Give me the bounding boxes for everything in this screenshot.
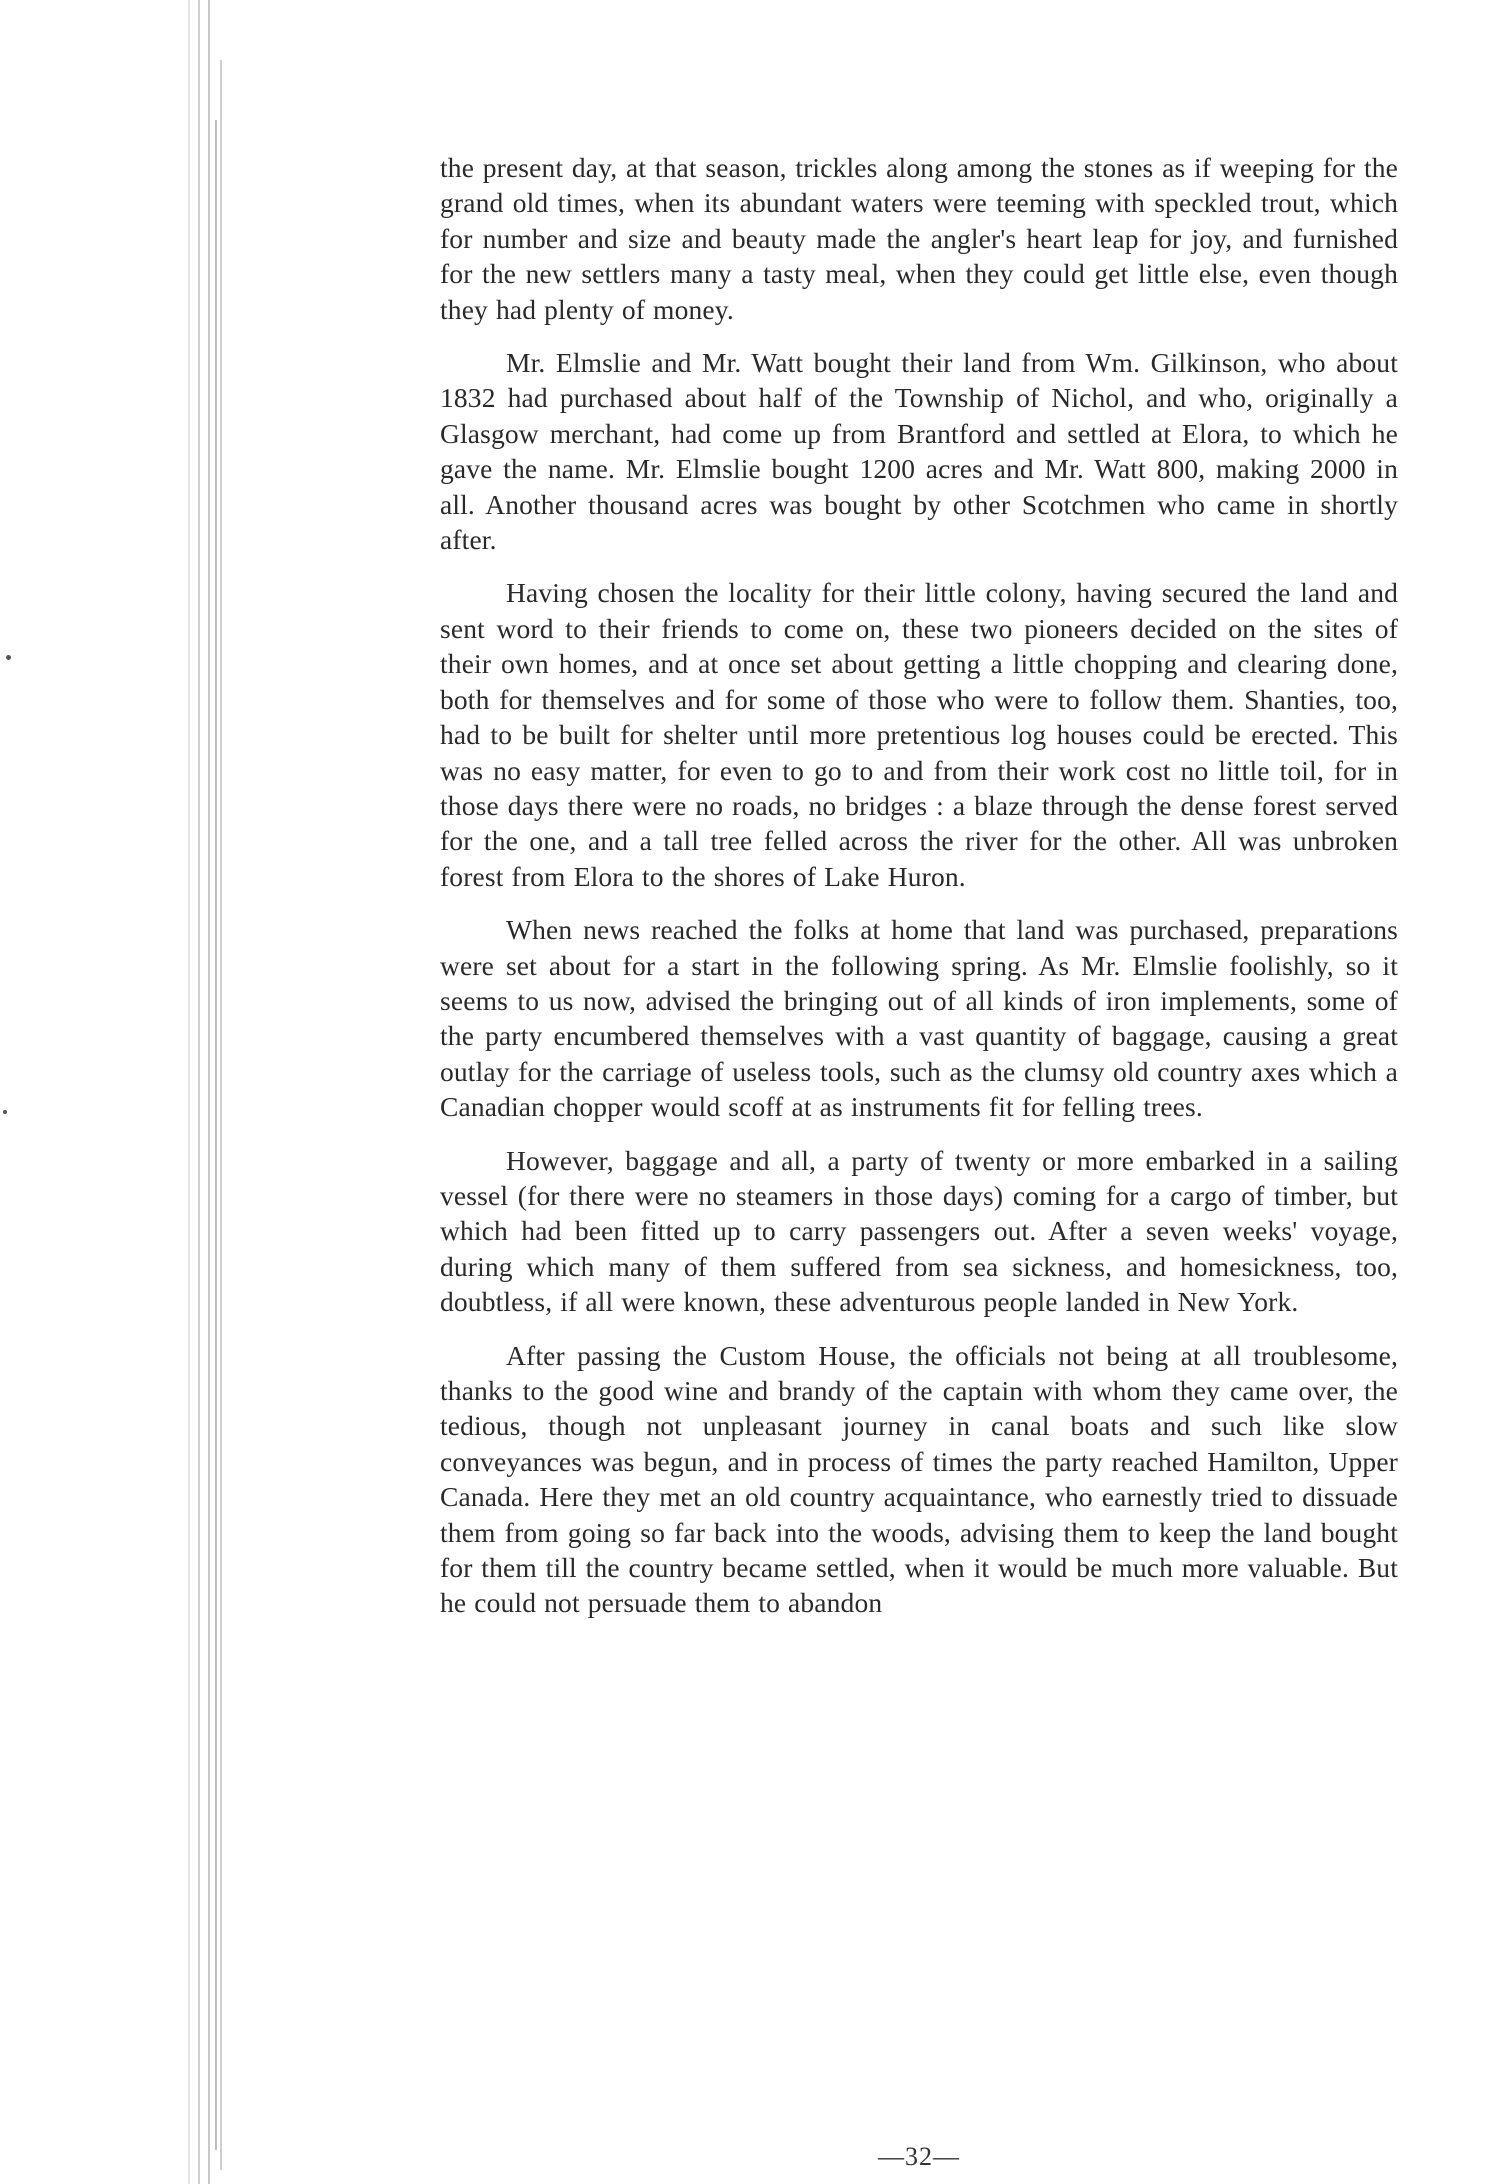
paragraph-1: the present day, at that season, trickles along among the stones as if weeping for the grand old times, when its abundant waters were teeming with speckled trout, which for number and size and beauty made the angler's heart leap for joy, and furnished for the new settlers many a tasty meal, when they could get little else, even though they had plenty of money. xyxy=(440,152,1398,325)
page-edge xyxy=(188,0,190,2184)
page-edge xyxy=(208,0,210,2184)
page-edge xyxy=(220,60,222,2170)
paragraph-5: However, baggage and all, a party of twenty or more embarked in a sailing vessel (for there were no steamers in those days) coming for a cargo of timber, but which had been fitted up to carry passengers out. After a seven weeks' voyage, during which many of them suffered from sea sickness, and homesickness, too, doubtless, if all were known, these adventurous people landed in New York. xyxy=(440,1144,1398,1318)
paragraph-4: When news reached the folks at home that land was purchased, preparations were set about for a start in the following spring. As Mr. Elmslie foolishly, so it seems to us now, advised the bringing out of all kinds of iron implements, some of the party encumbered themselves with a vast quantity of baggage, causing a great outlay for the carriage of useless tools, such as the clumsy old country axes which a Canadian chopper would scoff at as instruments fit for felling trees. xyxy=(440,914,1398,1123)
book-page xyxy=(440,150,1398,2171)
page-edge xyxy=(215,120,217,2150)
scan-speck xyxy=(6,655,11,660)
page-edge xyxy=(198,0,200,2184)
paragraph-6: After passing the Custom House, the officials not being at all troublesome, thanks to the good wine and brandy of the captain with whom they came over, the tedious, though not unpleasant journey in canal boats and such like slow conveyances was begun, and in process of times the party reached Hamilton, Upper Canada. Here they met an old country acquaintance, who earnestly tried to dissuade them from going so far back into the woods, advising them to keep the land bought for them till the country became settled, when it would be much more valuable. But he could not persuade them to abandon xyxy=(440,1339,1398,1619)
page-number: —32— xyxy=(878,2142,960,2171)
paragraph-2: Mr. Elmslie and Mr. Watt bought their land from Wm. Gilkinson, who about 1832 had purchased about half of the Township of Nichol, and who, originally a Glasgow merchant, had come up from Brantford and settled at Elora, to which he gave the name. Mr. Elmslie bought 1200 acres and Mr. Watt 800, making 2000 in all. Another thousand acres was bought by other Scotchmen who came in shortly after. xyxy=(440,347,1398,556)
scan-speck xyxy=(3,1110,7,1114)
paragraph-3: Having chosen the locality for their little colony, having secured the land and sent word to their friends to come on, these two pioneers decided on the sites of their own homes, and at once set about getting a little chopping and clearing done, both for themselves and for some of those who were to follow them. Shanties, too, had to be built for shelter until more pretentious log houses could be erected. This was no easy matter, for even to go to and from their work cost no little toil, for in those days there were no roads, no bridges : a blaze through the dense forest served for the one, and a tall tree felled across the river for the other. All was unbroken forest from Elora to the shores of Lake Huron. xyxy=(440,577,1398,892)
